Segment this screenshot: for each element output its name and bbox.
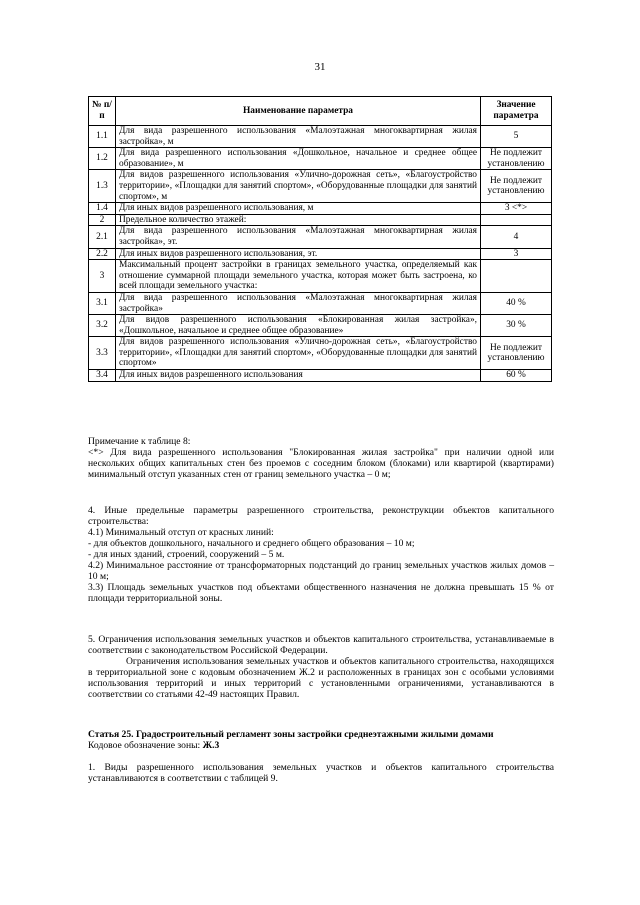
- row-number: 3: [89, 260, 116, 293]
- row-parameter-name: Для вида разрешенного использования «Дошкольное, начальное и среднее общее образование», м: [116, 148, 481, 170]
- table-header-row: [89, 97, 552, 126]
- row-parameter-name: Для вида разрешенного использования «Малоэтажная многоквартирная жилая застройка», эт.: [116, 226, 481, 248]
- table-row: [89, 260, 552, 293]
- section5-p2: Ограничения использования земельных участков и объектов капитального строительства, находящихся в территориальной зоне с кодовым обозначением Ж.2 и расположенных в границах зон с особыми условиями использования территорий и иных территорий с установленными ограничениями, устанавливаются в соответствии со статьями 42-49 настоящих Правил.: [88, 656, 554, 700]
- row-parameter-name: Для видов разрешенного использования «Улично-дорожная сеть», «Благоустройство территории», «Площадки для занятий спортом», «Оборудованные площадки для занятий спортом»: [116, 337, 481, 370]
- row-value: 3 <*>: [481, 203, 552, 215]
- row-value: [481, 260, 552, 293]
- section4-p33: 3.3) Площадь земельных участков под объектами общественного назначения не должна превышать 15 % от площади территориальной зоны.: [88, 582, 554, 604]
- row-value: 60 %: [481, 370, 552, 382]
- article-25: [88, 729, 554, 784]
- table-note: [88, 436, 554, 480]
- section5-p1: 5. Ограничения использования земельных участков и объектов капитального строительства, устанавливаемые в соответствии с законодательством Российской Федерации.: [88, 634, 554, 656]
- section-4: [88, 505, 554, 604]
- row-number: 2: [89, 214, 116, 226]
- section4-p42: 4.2) Минимальное расстояние от трансформаторных подстанций до границ земельных участков жилых домов – 10 м;: [88, 560, 554, 582]
- row-value: 4: [481, 226, 552, 248]
- table-row: [89, 248, 552, 260]
- row-parameter-name: Для вида разрешенного использования «Малоэтажная многоквартирная жилая застройка»: [116, 292, 481, 314]
- row-parameter-name: Для видов разрешенного использования «Улично-дорожная сеть», «Благоустройство территории», «Площадки для занятий спортом», «Оборудованные площадки для занятий спортом», м: [116, 170, 481, 203]
- row-parameter-name: Для видов разрешенного использования «Блокированная жилая застройка», «Дошкольное, начальное и среднее общее образование»: [116, 315, 481, 337]
- zone-label: Кодовое обозначение зоны:: [88, 740, 201, 751]
- row-parameter-name: Максимальный процент застройки в границах земельного участка, определяемый как отношение суммарной площади земельного участка, которая может быть застроена, ко всей площади земельного участка:: [116, 260, 481, 293]
- table-row: [89, 126, 552, 148]
- row-number: 1.4: [89, 203, 116, 215]
- row-parameter-name: Для иных видов разрешенного использования, м: [116, 203, 481, 215]
- section4-intro: 4. Иные предельные параметры разрешенного строительства, реконструкции объектов капитального строительства:: [88, 505, 554, 527]
- row-number: 1.2: [89, 148, 116, 170]
- row-value: Не подлежит установлению: [481, 337, 552, 370]
- note-text: <*> Для вида разрешенного использования "Блокированная жилая застройка" при наличии одной или нескольких общих капитальных стен без проемов с соседним блоком (блоками) или квартирой (квартирами) минимальный отступ указанных стен от границ земельного участка – 0 м;: [88, 447, 554, 480]
- table-row: [89, 226, 552, 248]
- zone-code: Ж.3: [202, 740, 220, 751]
- header-number: № п/п: [89, 97, 116, 126]
- row-number: 3.2: [89, 315, 116, 337]
- zone-code-line: [88, 740, 554, 751]
- row-value: [481, 214, 552, 226]
- table-row: [89, 203, 552, 215]
- row-parameter-name: Для иных видов разрешенного использования, эт.: [116, 248, 481, 260]
- table-row: [89, 148, 552, 170]
- row-value: 3: [481, 248, 552, 260]
- row-number: 3.1: [89, 292, 116, 314]
- table-row: [89, 170, 552, 203]
- row-value: Не подлежит установлению: [481, 148, 552, 170]
- note-title: Примечание к таблице 8:: [88, 436, 191, 447]
- header-value: Значение параметра: [481, 97, 552, 126]
- row-number: 3.4: [89, 370, 116, 382]
- section4-p41: 4.1) Минимальный отступ от красных линий:: [88, 527, 274, 538]
- section4-p41b: - для иных зданий, строений, сооружений – 5 м.: [88, 549, 285, 560]
- row-parameter-name: Предельное количество этажей:: [116, 214, 481, 226]
- row-value: 5: [481, 126, 552, 148]
- section4-p41a: - для объектов дошкольного, начального и среднего общего образования – 10 м;: [88, 538, 415, 549]
- row-parameter-name: Для иных видов разрешенного использования: [116, 370, 481, 382]
- row-value: 40 %: [481, 292, 552, 314]
- row-number: 2.2: [89, 248, 116, 260]
- page-number: 31: [314, 61, 326, 73]
- row-number: 3.3: [89, 337, 116, 370]
- header-name: Наименование параметра: [116, 97, 481, 126]
- section-5: [88, 634, 554, 700]
- table-row: [89, 214, 552, 226]
- table-row: [89, 337, 552, 370]
- table-row: [89, 370, 552, 382]
- parameters-table: [88, 96, 552, 382]
- table-row: [89, 292, 552, 314]
- table-row: [89, 315, 552, 337]
- row-value: Не подлежит установлению: [481, 170, 552, 203]
- article-title: Статья 25. Градостроительный регламент зоны застройки среднеэтажными жилыми домами: [88, 729, 494, 740]
- row-number: 1.3: [89, 170, 116, 203]
- row-number: 1.1: [89, 126, 116, 148]
- row-value: 30 %: [481, 315, 552, 337]
- article-p1: 1. Виды разрешенного использования земельных участков и объектов капитального строительства устанавливаются в соответствии с таблицей 9.: [88, 762, 554, 784]
- row-parameter-name: Для вида разрешенного использования «Малоэтажная многоквартирная жилая застройка», м: [116, 126, 481, 148]
- row-number: 2.1: [89, 226, 116, 248]
